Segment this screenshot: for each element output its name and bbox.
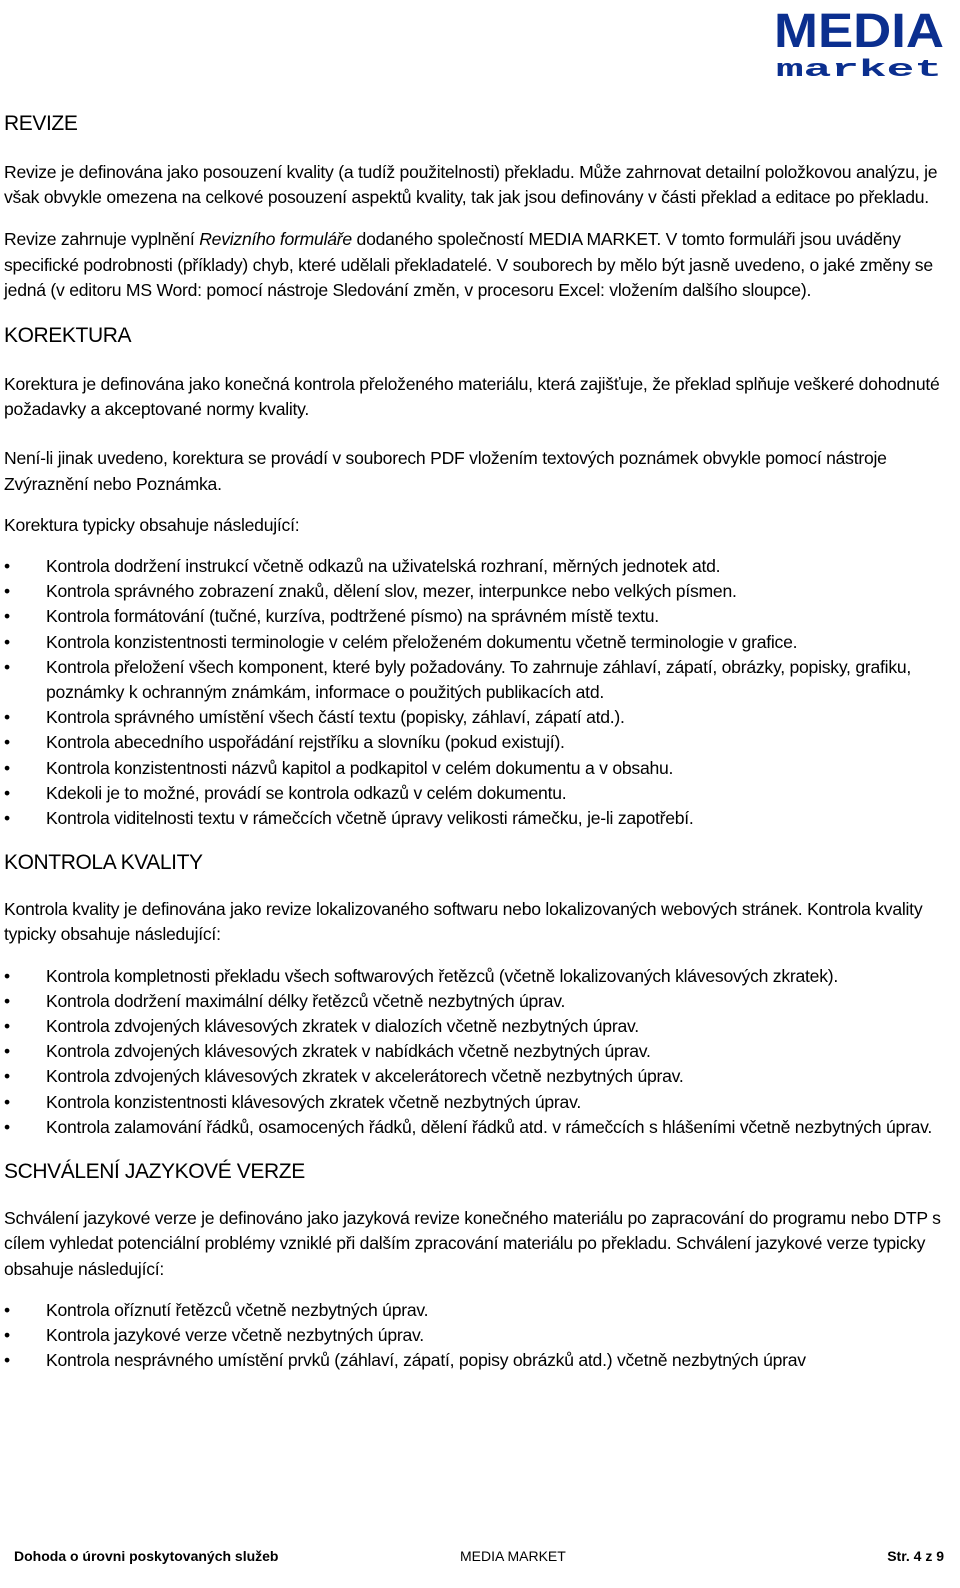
- list-item: • Kontrola zdvojených klávesových zkratek v akcelerátorech včetně nezbytných úprav.: [4, 1064, 944, 1089]
- list-item: • Kontrola nesprávného umístění prvků (záhlaví, zápatí, popisy obrázků atd.) včetně nezbytných úprav: [4, 1348, 944, 1373]
- list-item: • Kontrola jazykové verze včetně nezbytných úprav.: [4, 1323, 944, 1348]
- footer-page-number: Str. 4 z 9: [887, 1548, 944, 1564]
- bullet-icon: •: [4, 757, 10, 778]
- kontrola-paragraph-1: Kontrola kvality je definována jako revize lokalizovaného softwaru nebo lokalizovaných webových stránek. Kontrola kvality typicky obsahuje následující:: [4, 899, 923, 945]
- revize-form-name: Revizního formuláře: [199, 229, 352, 250]
- list-item: • Kontrola dodržení instrukcí včetně odkazů na uživatelská rozhraní, měrných jednotek atd.: [4, 554, 944, 579]
- bullet-icon: •: [4, 1066, 10, 1087]
- korektura-paragraph-3: Korektura typicky obsahuje následující:: [4, 514, 300, 535]
- list-item: • Kontrola konzistentnosti názvů kapitol a podkapitol v celém dokumentu a v obsahu.: [4, 756, 944, 781]
- bullet-icon: •: [4, 581, 10, 602]
- revize-p2-end: dodaného společností MEDIA MARKET. V tomto formuláři jsou uváděny specifické podrobnosti (příklady) chyb, které udělali překladatelé. V souborech by mělo být jasně uvedeno, o jaké změny se jedná (v editoru MS Word: pomocí nástroje Sledování změn, v procesoru Excel: vložením dalšího sloupce).: [4, 229, 933, 300]
- section-heading-revize: REVIZE: [4, 112, 78, 135]
- schvaleni-list: [4, 1298, 944, 1374]
- page-footer: [14, 1545, 944, 1567]
- revize-paragraph-1: Revize je definována jako posouzení kvality (a tudíž použitelnosti) překladu. Může zahrnovat detailní položkovou analýzu, je však obvykle omezena na celkové posouzení aspektů kvality, tak jak jsou definovány v části překlad a editace po překladu.: [4, 162, 938, 208]
- bullet-icon: •: [4, 631, 10, 652]
- list-item: • Kontrola přeložení všech komponent, které byly požadovány. To zahrnuje záhlaví, zápatí, obrázky, popisky, grafiku, poznámky k ochranným známkám, informace o použitých publikacích atd.: [4, 656, 912, 703]
- bullet-icon: •: [4, 808, 10, 829]
- bullet-icon: •: [4, 656, 10, 677]
- schvaleni-paragraph-1: Schválení jazykové verze je definováno jako jazyková revize konečného materiálu po zapracování do programu nebo DTP s cílem vyhledat potenciální problémy vzniklé při dalším zpracování materiálu po překladu. Schválení jazykové verze typicky obsahuje následující:: [4, 1208, 941, 1279]
- list-item: • Kontrola konzistentnosti terminologie v celém přeloženém dokumentu včetně terminologie v grafice.: [4, 630, 944, 655]
- bullet-icon: •: [4, 782, 10, 803]
- korektura-paragraph-1: Korektura je definována jako konečná kontrola přeloženého materiálu, která zajišťuje, že překlad splňuje veškeré dohodnuté požadavky a akceptované normy kvality.: [4, 374, 940, 420]
- section-heading-korektura: KOREKTURA: [4, 324, 132, 348]
- list-item: • Kontrola správného zobrazení znaků, dělení slov, mezer, interpunkce nebo velkých písmen.: [4, 579, 944, 604]
- list-item: • Kontrola konzistentnosti klávesových zkratek včetně nezbytných úprav.: [4, 1090, 944, 1115]
- bullet-icon: •: [4, 556, 10, 577]
- list-item: • Kontrola abecedního uspořádání rejstříku a slovníku (pokud existují).: [4, 730, 944, 755]
- bullet-icon: •: [4, 732, 10, 753]
- bullet-icon: •: [4, 1350, 10, 1371]
- bullet-icon: •: [4, 1016, 10, 1037]
- bullet-icon: •: [4, 1299, 10, 1320]
- bullet-icon: •: [4, 1324, 10, 1345]
- media-market-logo: [774, 2, 954, 80]
- korektura-list: [4, 554, 944, 831]
- bullet-icon: •: [4, 707, 10, 728]
- list-item: • Kontrola správného umístění všech částí textu (popisky, záhlaví, zápatí atd.).: [4, 705, 944, 730]
- kontrola-list: [4, 964, 944, 1140]
- bullet-icon: •: [4, 1041, 10, 1062]
- bullet-icon: •: [4, 990, 10, 1011]
- list-item: • Kontrola zdvojených klávesových zkratek v nabídkách včetně nezbytných úprav.: [4, 1039, 944, 1064]
- list-item: • Kontrola dodržení maximální délky řetězců včetně nezbytných úprav.: [4, 989, 944, 1014]
- revize-paragraph-2: [4, 227, 944, 303]
- list-item: • Kontrola zalamování řádků, osamocených řádků, dělení řádků atd. v rámečcích s hlášeními včetně nezbytných úprav.: [4, 1115, 944, 1140]
- footer-document-title: Dohoda o úrovni poskytovaných služeb: [14, 1548, 279, 1564]
- logo-bottom-text: market: [776, 57, 942, 80]
- section-heading-kontrola-kvality: KONTROLA KVALITY: [4, 851, 203, 875]
- list-item: • Kontrola viditelnosti textu v rámečcích včetně úpravy velikosti rámečku, je-li zapotřebí.: [4, 806, 944, 831]
- section-heading-schvaleni: SCHVÁLENÍ JAZYKOVÉ VERZE: [4, 1160, 305, 1184]
- bullet-icon: •: [4, 1116, 10, 1137]
- list-item: • Kontrola formátování (tučné, kurzíva, podtržené písmo) na správném místě textu.: [4, 604, 944, 629]
- footer-company: MEDIA MARKET: [460, 1548, 566, 1564]
- list-item: • Kontrola oříznutí řetězců včetně nezbytných úprav.: [4, 1298, 944, 1323]
- bullet-icon: •: [4, 606, 10, 627]
- list-item: • Kontrola zdvojených klávesových zkratek v dialozích včetně nezbytných úprav.: [4, 1014, 944, 1039]
- logo-top-text: MEDIA: [774, 5, 944, 58]
- korektura-paragraph-2: Není-li jinak uvedeno, korektura se provádí v souborech PDF vložením textových poznámek obvykle pomocí nástroje Zvýraznění nebo Poznámka.: [4, 448, 887, 494]
- bullet-icon: •: [4, 1091, 10, 1112]
- document-body: [4, 110, 944, 1373]
- list-item: • Kontrola kompletnosti překladu všech softwarových řetězců (včetně lokalizovaných klávesových zkratek).: [4, 964, 944, 989]
- list-item: • Kdekoli je to možné, provádí se kontrola odkazů v celém dokumentu.: [4, 781, 944, 806]
- revize-p2-start: Revize zahrnuje vyplnění: [4, 229, 200, 250]
- bullet-icon: •: [4, 965, 10, 986]
- logo-graphic: [774, 2, 954, 80]
